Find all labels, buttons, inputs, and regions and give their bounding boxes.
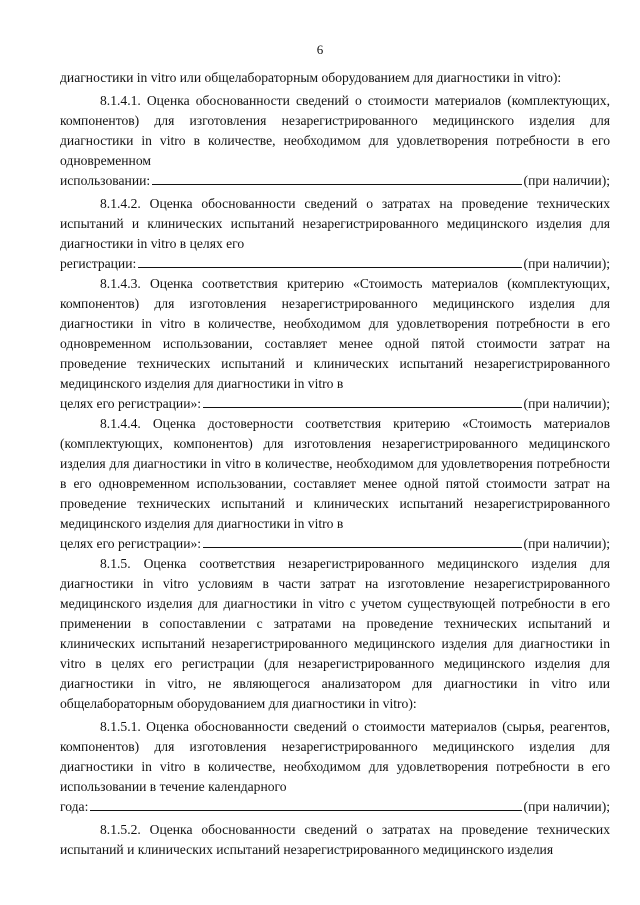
blank-field[interactable] (90, 797, 521, 811)
paragraph-continuation: диагностики in vitro или общелабораторным оборудованием для диагностики in vitro): (60, 70, 562, 85)
fill-line-8-1-5-1 (60, 797, 610, 817)
clause-8-1-5-1: 8.1.5.1. Оценка обоснованности сведений о стоимости материалов (сырья, реагентов, компонентов) для изготовления незарегистрированного медицинского изделия для диагностики in vitro в количестве, необходимом для удовлетворения потребности в его использовании в течение календарного (60, 719, 610, 794)
fill-line-tail: (при наличии); (523, 256, 610, 271)
fill-line-lead: регистрации: (60, 256, 137, 271)
blank-field[interactable] (138, 254, 521, 268)
clause-8-1-5-2: 8.1.5.2. Оценка обоснованности сведений о затратах на проведение технических испытаний и клинических испытаний незарегистрированного медицинского изделия (60, 822, 610, 857)
fill-line-lead: целях его регистрации»: (60, 396, 202, 411)
fill-line-8-1-4-1 (60, 171, 610, 191)
clause-8-1-4-1: 8.1.4.1. Оценка обоснованности сведений о стоимости материалов (комплектующих, компонентов) для изготовления незарегистрированного медицинского изделия для диагностики in vitro в количестве, необходимом для удовлетворения потребности в его одновременном (60, 93, 610, 168)
blank-field[interactable] (152, 171, 521, 185)
fill-line-8-1-4-4 (60, 534, 610, 554)
fill-line-8-1-4-2 (60, 254, 610, 274)
clause-8-1-4-3: 8.1.4.3. Оценка соответствия критерию «Стоимость материалов (комплектующих, компонентов) для изготовления незарегистрированного медицинского изделия для диагностики in vitro в количестве, необходимом для удовлетворения потребности в его одновременном использовании, составляет менее одной пятой стоимости затрат на проведение технических испытаний и клинических испытаний незарегистрированного медицинского изделия для диагностики in vitro в (60, 276, 610, 391)
blank-field[interactable] (203, 394, 521, 408)
fill-line-lead: использовании: (60, 173, 151, 188)
document-body (60, 68, 610, 860)
fill-line-tail: (при наличии); (523, 396, 610, 411)
page-number: 6 (316, 42, 324, 57)
clause-8-1-4-4: 8.1.4.4. Оценка достоверности соответствия критерию «Стоимость материалов (комплектующих, компонентов) для изготовления незарегистрированного медицинского изделия для диагностики in vitro в количестве, необходимом для удовлетворения потребности в его одновременном использовании, составляет менее одной пятой стоимости затрат на проведение технических испытаний и клинических испытаний незарегистрированного медицинского изделия для диагностики in vitro в (60, 416, 610, 531)
fill-line-8-1-4-3 (60, 394, 610, 414)
clause-8-1-5: 8.1.5. Оценка соответствия незарегистрированного медицинского изделия для диагностики in vitro условиям в части затрат на изготовление незарегистрированного медицинского изделия для диагностики in vitro с учетом существующей потребности в его применении в сопоставлении с затратами на проведение технических испытаний и клинических испытаний незарегистрированного медицинского изделия для диагностики in vitro в целях его регистрации (для незарегистрированного медицинского изделия для диагностики in vitro, не являющегося анализатором для диагностики in vitro или общелабораторным оборудованием для диагностики in vitro): (60, 556, 610, 711)
blank-field[interactable] (203, 534, 521, 548)
clause-8-1-4-2: 8.1.4.2. Оценка обоснованности сведений о затратах на проведение технических испытаний и клинических испытаний незарегистрированного медицинского изделия для диагностики in vitro в целях его (60, 196, 610, 251)
fill-line-lead: года: (60, 799, 89, 814)
fill-line-tail: (при наличии); (523, 536, 610, 551)
fill-line-tail: (при наличии); (523, 173, 610, 188)
fill-line-tail: (при наличии); (523, 799, 610, 814)
fill-line-lead: целях его регистрации»: (60, 536, 202, 551)
